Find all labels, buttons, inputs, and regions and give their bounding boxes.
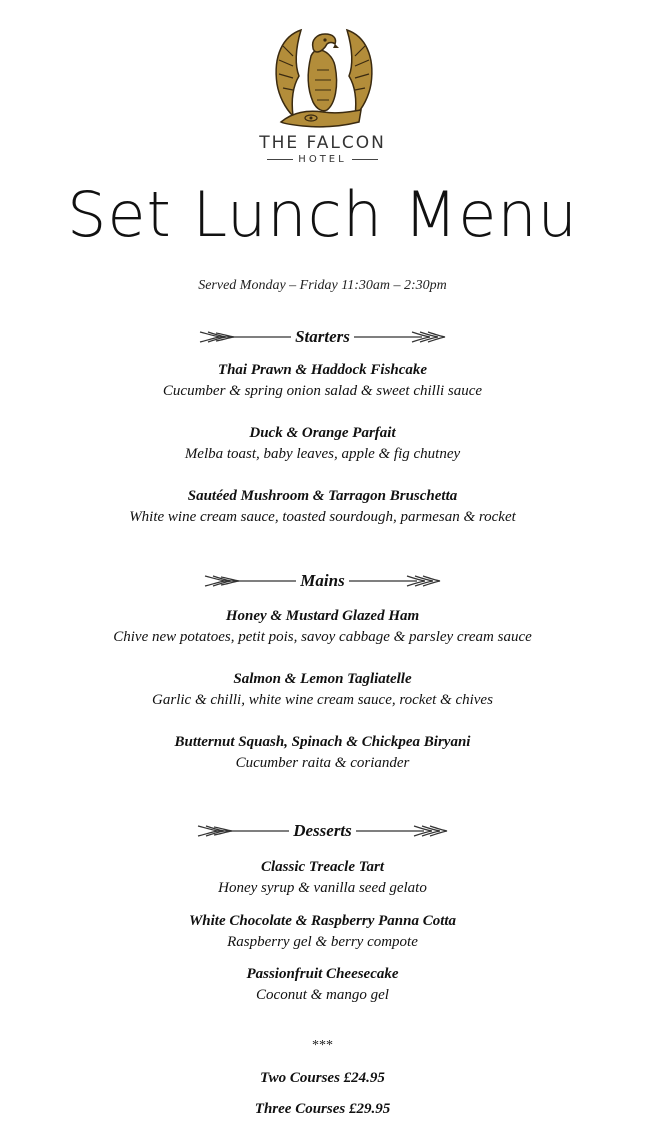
menu-item — [0, 423, 645, 465]
dish-name: Sautéed Mushroom & Tarragon Bruschetta — [187, 488, 458, 504]
section-title: Starters — [295, 327, 350, 346]
section-heading-mains — [0, 570, 645, 592]
dish-name: Classic Treacle Tart — [260, 859, 385, 875]
arrow-ornament-icon — [203, 572, 298, 590]
divider — [352, 159, 378, 160]
section-title: Desserts — [293, 821, 352, 840]
hotel-sub-label: HOTEL — [298, 154, 347, 165]
divider — [267, 159, 293, 160]
dish-description: Melba toast, baby leaves, apple & fig chutney — [184, 446, 461, 462]
menu-item — [0, 857, 645, 899]
dish-name: White Chocolate & Raspberry Panna Cotta — [188, 913, 457, 929]
price-two-courses: Two Courses £24.95 — [260, 1070, 385, 1086]
hotel-name: THE FALCON — [259, 133, 386, 153]
dish-description: Coconut & mango gel — [256, 987, 389, 1003]
menu-item — [0, 911, 645, 953]
dish-name: Honey & Mustard Glazed Ham — [225, 608, 420, 624]
dish-description: Garlic & chilli, white wine cream sauce, rocket & chives — [152, 692, 493, 708]
dish-name: Passionfruit Cheesecake — [246, 966, 399, 982]
dish-name: Duck & Orange Parfait — [249, 425, 396, 441]
menu-item — [0, 486, 645, 528]
section-title: Mains — [300, 571, 345, 590]
dish-name: Salmon & Lemon Tagliatelle — [233, 671, 412, 687]
arrow-ornament-icon — [354, 822, 449, 840]
arrow-ornament-icon — [347, 572, 442, 590]
hotel-sub — [0, 154, 645, 165]
serving-hours: Served Monday – Friday 11:30am – 2:30pm — [198, 278, 447, 293]
arrow-ornament-icon — [198, 328, 293, 346]
dish-description: Chive new potatoes, petit pois, savoy cabbage & parsley cream sauce — [113, 629, 532, 645]
page-title: Set Lunch Menu — [67, 178, 578, 251]
dish-name: Thai Prawn & Haddock Fishcake — [217, 362, 428, 378]
falcon-emblem-icon — [263, 26, 383, 132]
menu-item — [0, 732, 645, 774]
section-heading-desserts — [0, 820, 645, 842]
dish-description: Honey syrup & vanilla seed gelato — [218, 880, 427, 896]
separator: *** — [312, 1038, 333, 1053]
section-heading-starters — [0, 326, 645, 348]
menu-item — [0, 669, 645, 711]
dish-description: Raspberry gel & berry compote — [227, 934, 418, 950]
menu-item — [0, 360, 645, 402]
menu-item — [0, 606, 645, 648]
dish-description: White wine cream sauce, toasted sourdough, parmesan & rocket — [129, 509, 516, 525]
arrow-ornament-icon — [352, 328, 447, 346]
price-three-courses: Three Courses £29.95 — [254, 1101, 391, 1117]
dish-description: Cucumber & spring onion salad & sweet chilli sauce — [162, 383, 483, 399]
menu-item — [0, 964, 645, 1006]
dish-description: Cucumber raita & coriander — [235, 755, 410, 771]
arrow-ornament-icon — [196, 822, 291, 840]
dish-name: Butternut Squash, Spinach & Chickpea Biryani — [174, 734, 471, 750]
